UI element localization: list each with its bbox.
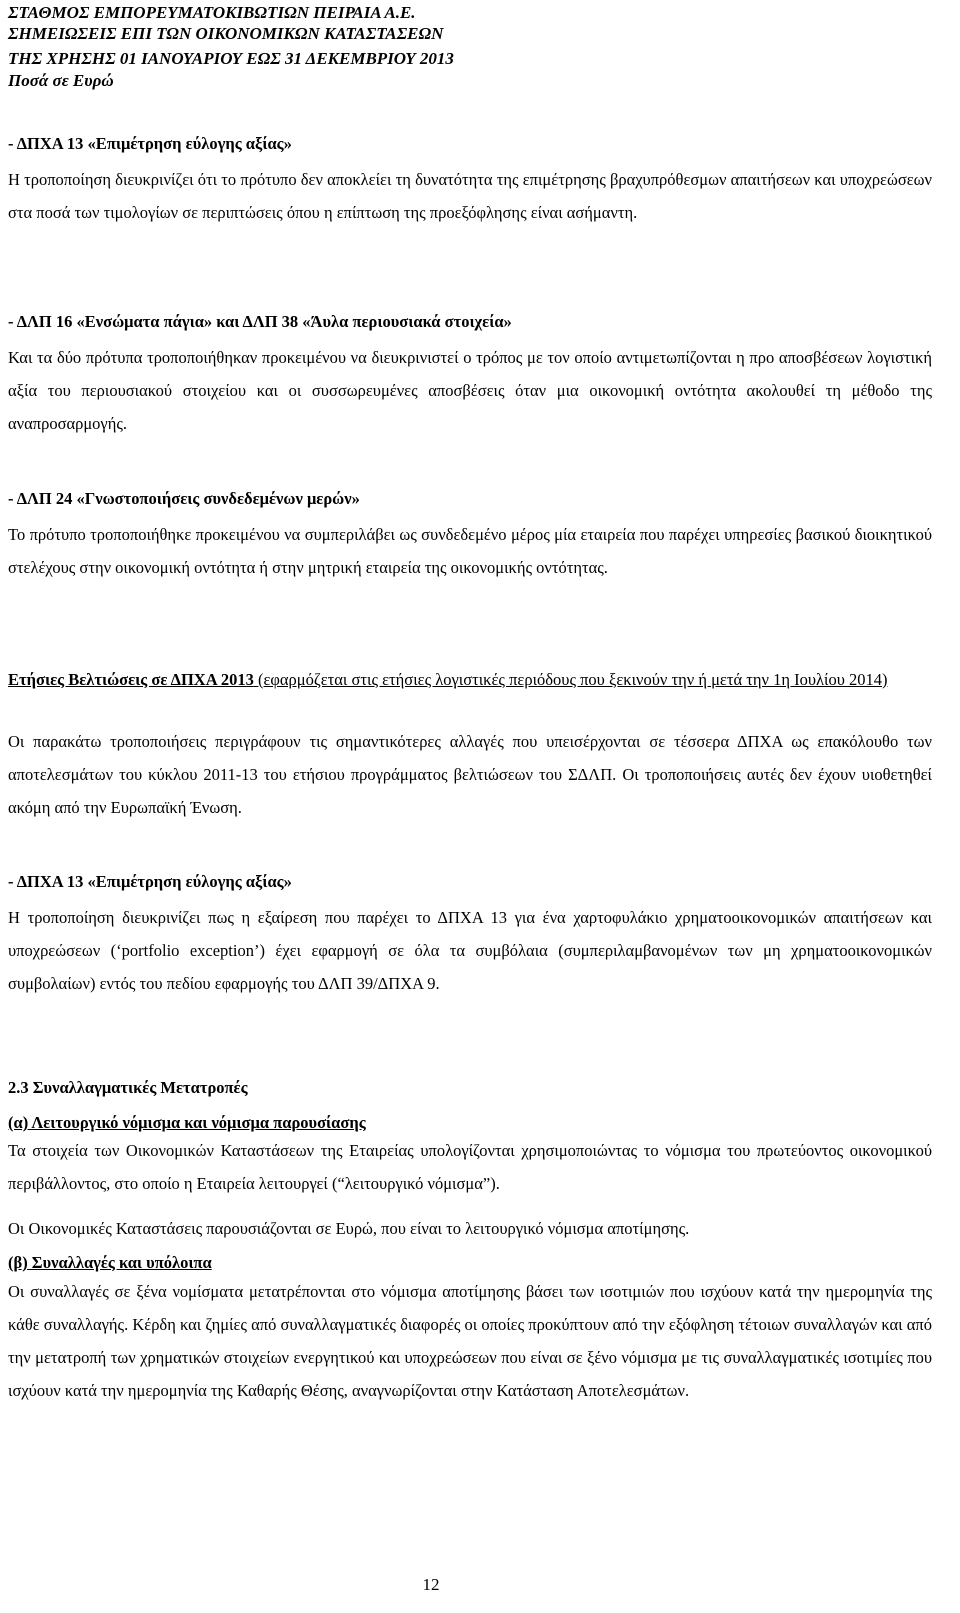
ias16-ias38-paragraph: Και τα δύο πρότυπα τροποποιήθηκαν προκειμένου να διευκρινιστεί ο τρόπος με τον οποίο αντιμετωπίζονται η προ αποσβέσεων λογιστική αξία του περιουσιακού στοιχείου και οι συσσωρευμένες αποσβέσεις όταν μια οικονομική οντότητα ακολουθεί τη μέθοδο της αναπροσαρμογής.: [8, 348, 932, 433]
functional-currency-subheading: (α) Λειτουργικό νόμισμα και νόμισμα παρουσίασης: [8, 1113, 366, 1132]
presentation-currency-paragraph: Οι Οικονομικές Καταστάσεις παρουσιάζονται σε Ευρώ, που είναι το λειτουργικό νόμισμα αποτίμησης.: [8, 1219, 690, 1238]
ifrs13-paragraph: Η τροποποίηση διευκρινίζει ότι το πρότυπο δεν αποκλείει τη δυνατότητα της επιμέτρησης βραχυπρόθεσμων απαιτήσεων και υποχρεώσεων στα ποσά των τιμολογίων σε περιπτώσεις όπου η επίπτωση της προεξόφλησης είναι ασήμαντη.: [8, 170, 932, 222]
fx-section-heading: 2.3 Συναλλαγματικές Μετατροπές: [8, 1078, 248, 1097]
ifrs13-heading: - ΔΠΧΑ 13 «Επιμέτρηση εύλογης αξίας»: [8, 134, 292, 153]
page-number: 12: [422, 1575, 440, 1594]
notes-title: ΣΗΜΕΙΩΣΕΙΣ ΕΠΙ ΤΩΝ ΟΙΚΟΝΟΜΙΚΩΝ ΚΑΤΑΣΤΑΣΕΩΝ: [8, 24, 444, 43]
annual-improvements-paragraph: Οι παρακάτω τροποποιήσεις περιγράφουν τις σημαντικότερες αλλαγές που υπεισέρχονται σε τέσσερα ΔΠΧΑ ως επακόλουθο των αποτελεσμάτων του κύκλου 2011-13 του ετήσιου προγράμματος βελτιώσεων του ΣΔΛΠ. Οι τροποποιήσεις αυτές δεν έχουν υιοθετηθεί ακόμη από την Ευρωπαϊκή Ένωση.: [8, 732, 932, 817]
ifrs13-portfolio-paragraph: Η τροποποίηση διευκρινίζει πως η εξαίρεση που παρέχει το ΔΠΧΑ 13 για ένα χαρτοφυλάκιο χρηματοοικονομικών απαιτήσεων και υποχρεώσεων (‘portfolio exception’) έχει εφαρμογή σε όλα τα συμβόλαια (συμπεριλαμβανομένων των μη χρηματοοικονομικών συμβολαίων) εντός του πεδίου εφαρμογής του ΔΛΠ 39/ΔΠΧΑ 9.: [8, 908, 932, 993]
ias16-ias38-heading: - ΔΛΠ 16 «Ενσώματα πάγια» και ΔΛΠ 38 «Άυλα περιουσιακά στοιχεία»: [8, 312, 512, 331]
ifrs13-portfolio-heading: - ΔΠΧΑ 13 «Επιμέτρηση εύλογης αξίας»: [8, 872, 292, 891]
ias24-paragraph: Το πρότυπο τροποποιήθηκε προκειμένου να συμπεριλάβει ως συνδεδεμένο μέρος μία εταιρεία που παρέχει υπηρεσίες βασικού διοικητικού στελέχους στην οικονομική οντότητα ή στην μητρική εταιρεία της οικονομικής οντότητας.: [8, 525, 932, 577]
transactions-subheading: (β) Συναλλαγές και υπόλοιπα: [8, 1253, 212, 1272]
annual-improvements-effective: (εφαρμόζεται στις ετήσιες λογιστικές περιόδους που ξεκινούν την ή μετά την 1η Ιουλίου 2014): [253, 670, 888, 689]
annual-improvements-heading: [8, 666, 932, 694]
document-page: [8, 0, 932, 1613]
currency-note: Ποσά σε Ευρώ: [8, 71, 114, 90]
transactions-paragraph: Οι συναλλαγές σε ξένα νομίσματα μετατρέπονται στο νόμισμα αποτίμησης βάσει των ισοτιμιών που ισχύουν κατά την ημερομηνία της κάθε συναλλαγής. Κέρδη και ζημίες από συναλλαγματικές διαφορές οι οποίες προκύπτουν από την εξόφληση τέτοιων συναλλαγών και από την μετατροπή των χρηματικών στοιχείων ενεργητικού και υποχρεώσεων που είναι σε ξένο νόμισμα με τις συναλλαγματικές ισοτιμίες που ισχύουν κατά την ημερομηνία της Καθαρής Θέσης, αναγνωρίζονται στην Κατάσταση Αποτελεσμάτων.: [8, 1282, 932, 1400]
annual-improvements-title: Ετήσιες Βελτιώσεις σε ΔΠΧΑ 2013: [8, 670, 254, 689]
functional-currency-paragraph: Τα στοιχεία των Οικονομικών Καταστάσεων της Εταιρείας υπολογίζονται χρησιμοποιώντας το νόμισμα του πρωτεύοντος οικονομικού περιβάλλοντος, στο οποίο η Εταιρεία λειτουργεί (“λειτουργικό νόμισμα”).: [8, 1141, 932, 1193]
company-name: ΣΤΑΘΜΟΣ ΕΜΠΟΡΕΥΜΑΤΟΚΙΒΩΤΙΩΝ ΠΕΙΡΑΙΑ Α.Ε.: [8, 3, 416, 22]
fiscal-period: ΤΗΣ ΧΡΗΣΗΣ 01 ΙΑΝΟΥΑΡΙΟΥ ΕΩΣ 31 ΔΕΚΕΜΒΡΙΟΥ 2013: [8, 49, 454, 68]
ias24-heading: - ΔΛΠ 24 «Γνωστοποιήσεις συνδεδεμένων μερών»: [8, 489, 360, 508]
